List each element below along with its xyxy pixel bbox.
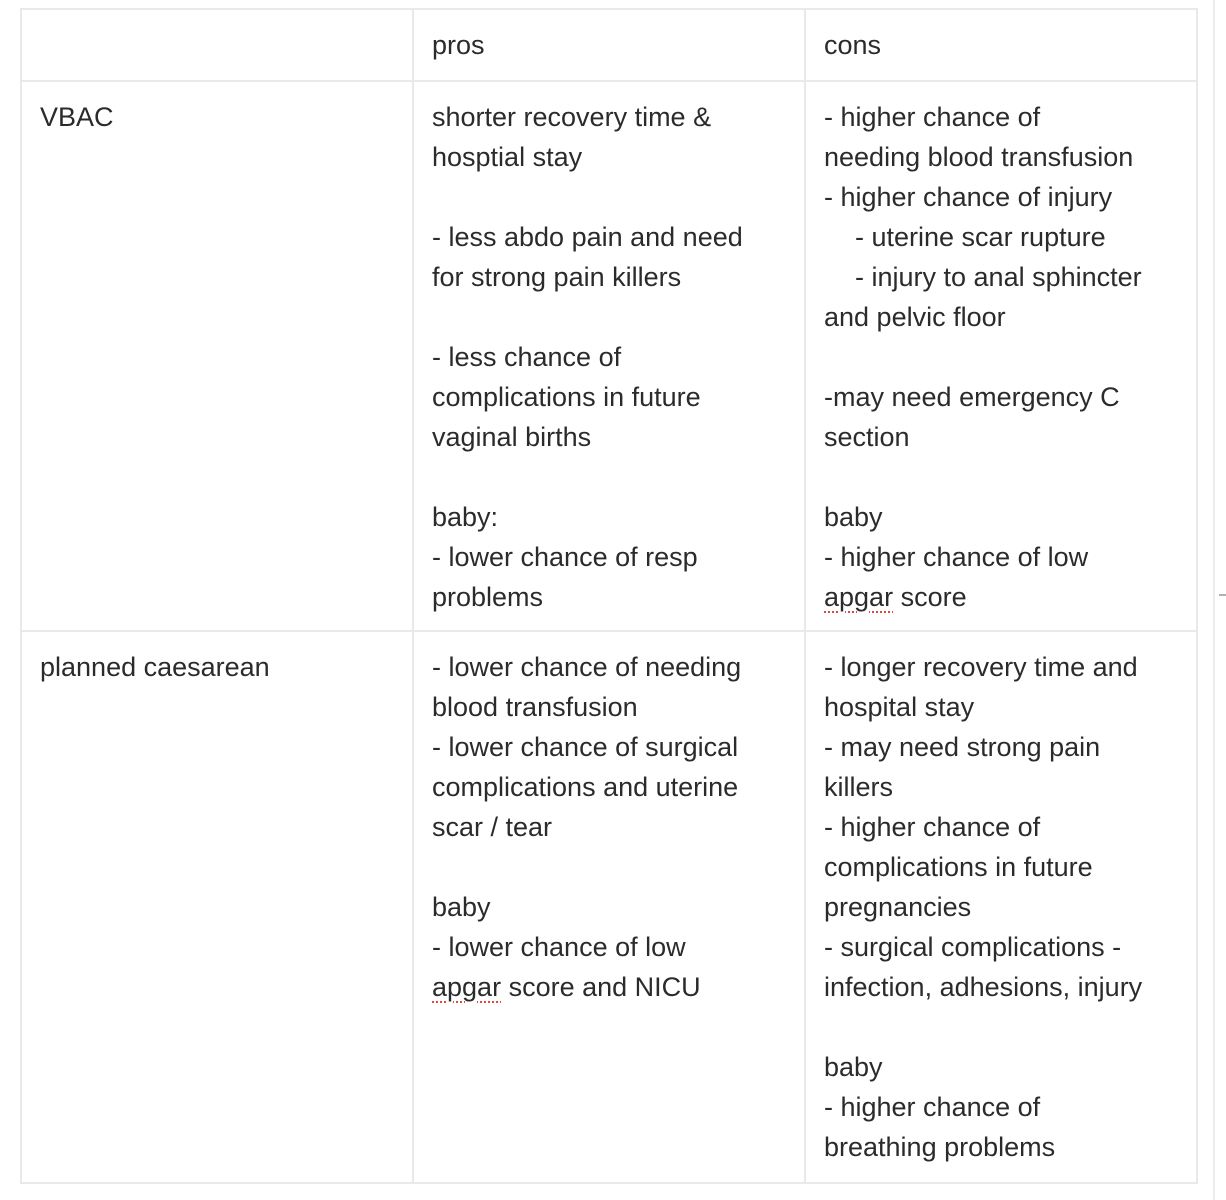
cell-line: infection, adhesions, injury — [824, 972, 1143, 1002]
cell-line: for strong pain killers — [432, 262, 682, 292]
row-label-cell[interactable] — [21, 81, 413, 631]
cell-line: complications in future — [432, 382, 701, 412]
cell-line: shorter recovery time & — [432, 102, 712, 132]
cell-line: - lower chance of low — [432, 932, 686, 962]
pros-cons-table-wrapper — [20, 8, 1198, 1184]
row-label: VBAC — [40, 102, 114, 132]
cell-line: - higher chance of low — [824, 542, 1089, 572]
pros-cons-table — [20, 8, 1198, 1184]
row-label-cell[interactable] — [21, 631, 413, 1183]
cons-cell-vbac[interactable] — [805, 81, 1197, 631]
adjacent-panel-edge — [1213, 0, 1215, 1200]
cell-line-blank — [432, 177, 786, 217]
cell-line-spellflag: apgar score and NICU — [432, 972, 701, 1002]
cell-line: - higher chance of — [824, 812, 1041, 842]
spellcheck-flagged-word[interactable]: apgar — [432, 972, 502, 1002]
cell-line: section — [824, 422, 910, 452]
cell-line: baby — [824, 1052, 883, 1082]
cell-line: killers — [824, 772, 894, 802]
spellcheck-flagged-word[interactable]: apgar — [824, 582, 894, 612]
cell-line: complications and uterine — [432, 772, 739, 802]
cell-line: pregnancies — [824, 892, 972, 922]
pros-cell-vbac[interactable] — [413, 81, 805, 631]
header-pros-label: pros — [432, 30, 485, 60]
table-row-vbac — [21, 81, 1197, 631]
cell-line-blank — [432, 297, 786, 337]
cell-line: - less abdo pain and need — [432, 222, 743, 252]
cell-line: - less chance of — [432, 342, 622, 372]
header-row — [21, 9, 1197, 81]
header-cell-empty[interactable] — [21, 9, 413, 81]
cell-line: and pelvic floor — [824, 302, 1006, 332]
pros-cell-caesarean[interactable] — [413, 631, 805, 1183]
cell-line: complications in future — [824, 852, 1093, 882]
cell-line: - surgical complications - — [824, 932, 1122, 962]
cell-line: needing blood transfusion — [824, 142, 1134, 172]
row-label: planned caesarean — [40, 652, 270, 682]
cell-line-indented: - uterine scar rupture — [855, 222, 1106, 252]
cell-line-indented: - injury to anal sphincter — [855, 262, 1142, 292]
cell-line: -may need emergency C — [824, 382, 1120, 412]
table-row-planned-caesarean — [21, 631, 1197, 1183]
cell-line: problems — [432, 582, 544, 612]
cell-line: vaginal births — [432, 422, 592, 452]
cell-line-blank — [824, 457, 1178, 497]
header-cell-pros[interactable] — [413, 9, 805, 81]
cell-line: - may need strong pain — [824, 732, 1101, 762]
cell-line: scar / tear — [432, 812, 553, 842]
cell-line: hosptial stay — [432, 142, 583, 172]
cell-line: blood transfusion — [432, 692, 638, 722]
cell-line-blank — [824, 337, 1178, 377]
cell-line: - longer recovery time and — [824, 652, 1138, 682]
cell-line: - higher chance of — [824, 102, 1041, 132]
resize-handle[interactable] — [1219, 594, 1226, 596]
cell-line: baby: — [432, 502, 499, 532]
cell-line: - higher chance of injury — [824, 182, 1113, 212]
cons-cell-caesarean[interactable] — [805, 631, 1197, 1183]
cell-line: baby — [824, 502, 883, 532]
cell-line-blank — [824, 1007, 1178, 1047]
cell-line: - higher chance of — [824, 1092, 1041, 1122]
cell-line: - lower chance of surgical — [432, 732, 739, 762]
cell-line-spellflag: apgar score — [824, 582, 967, 612]
header-cons-label: cons — [824, 30, 882, 60]
cell-line: breathing problems — [824, 1132, 1056, 1162]
cell-line: baby — [432, 892, 491, 922]
cell-line: hospital stay — [824, 692, 975, 722]
cell-line-blank — [432, 847, 786, 887]
header-cell-cons[interactable] — [805, 9, 1197, 81]
cell-line: - lower chance of needing — [432, 652, 742, 682]
cell-line-blank — [432, 457, 786, 497]
cell-line: - lower chance of resp — [432, 542, 698, 572]
